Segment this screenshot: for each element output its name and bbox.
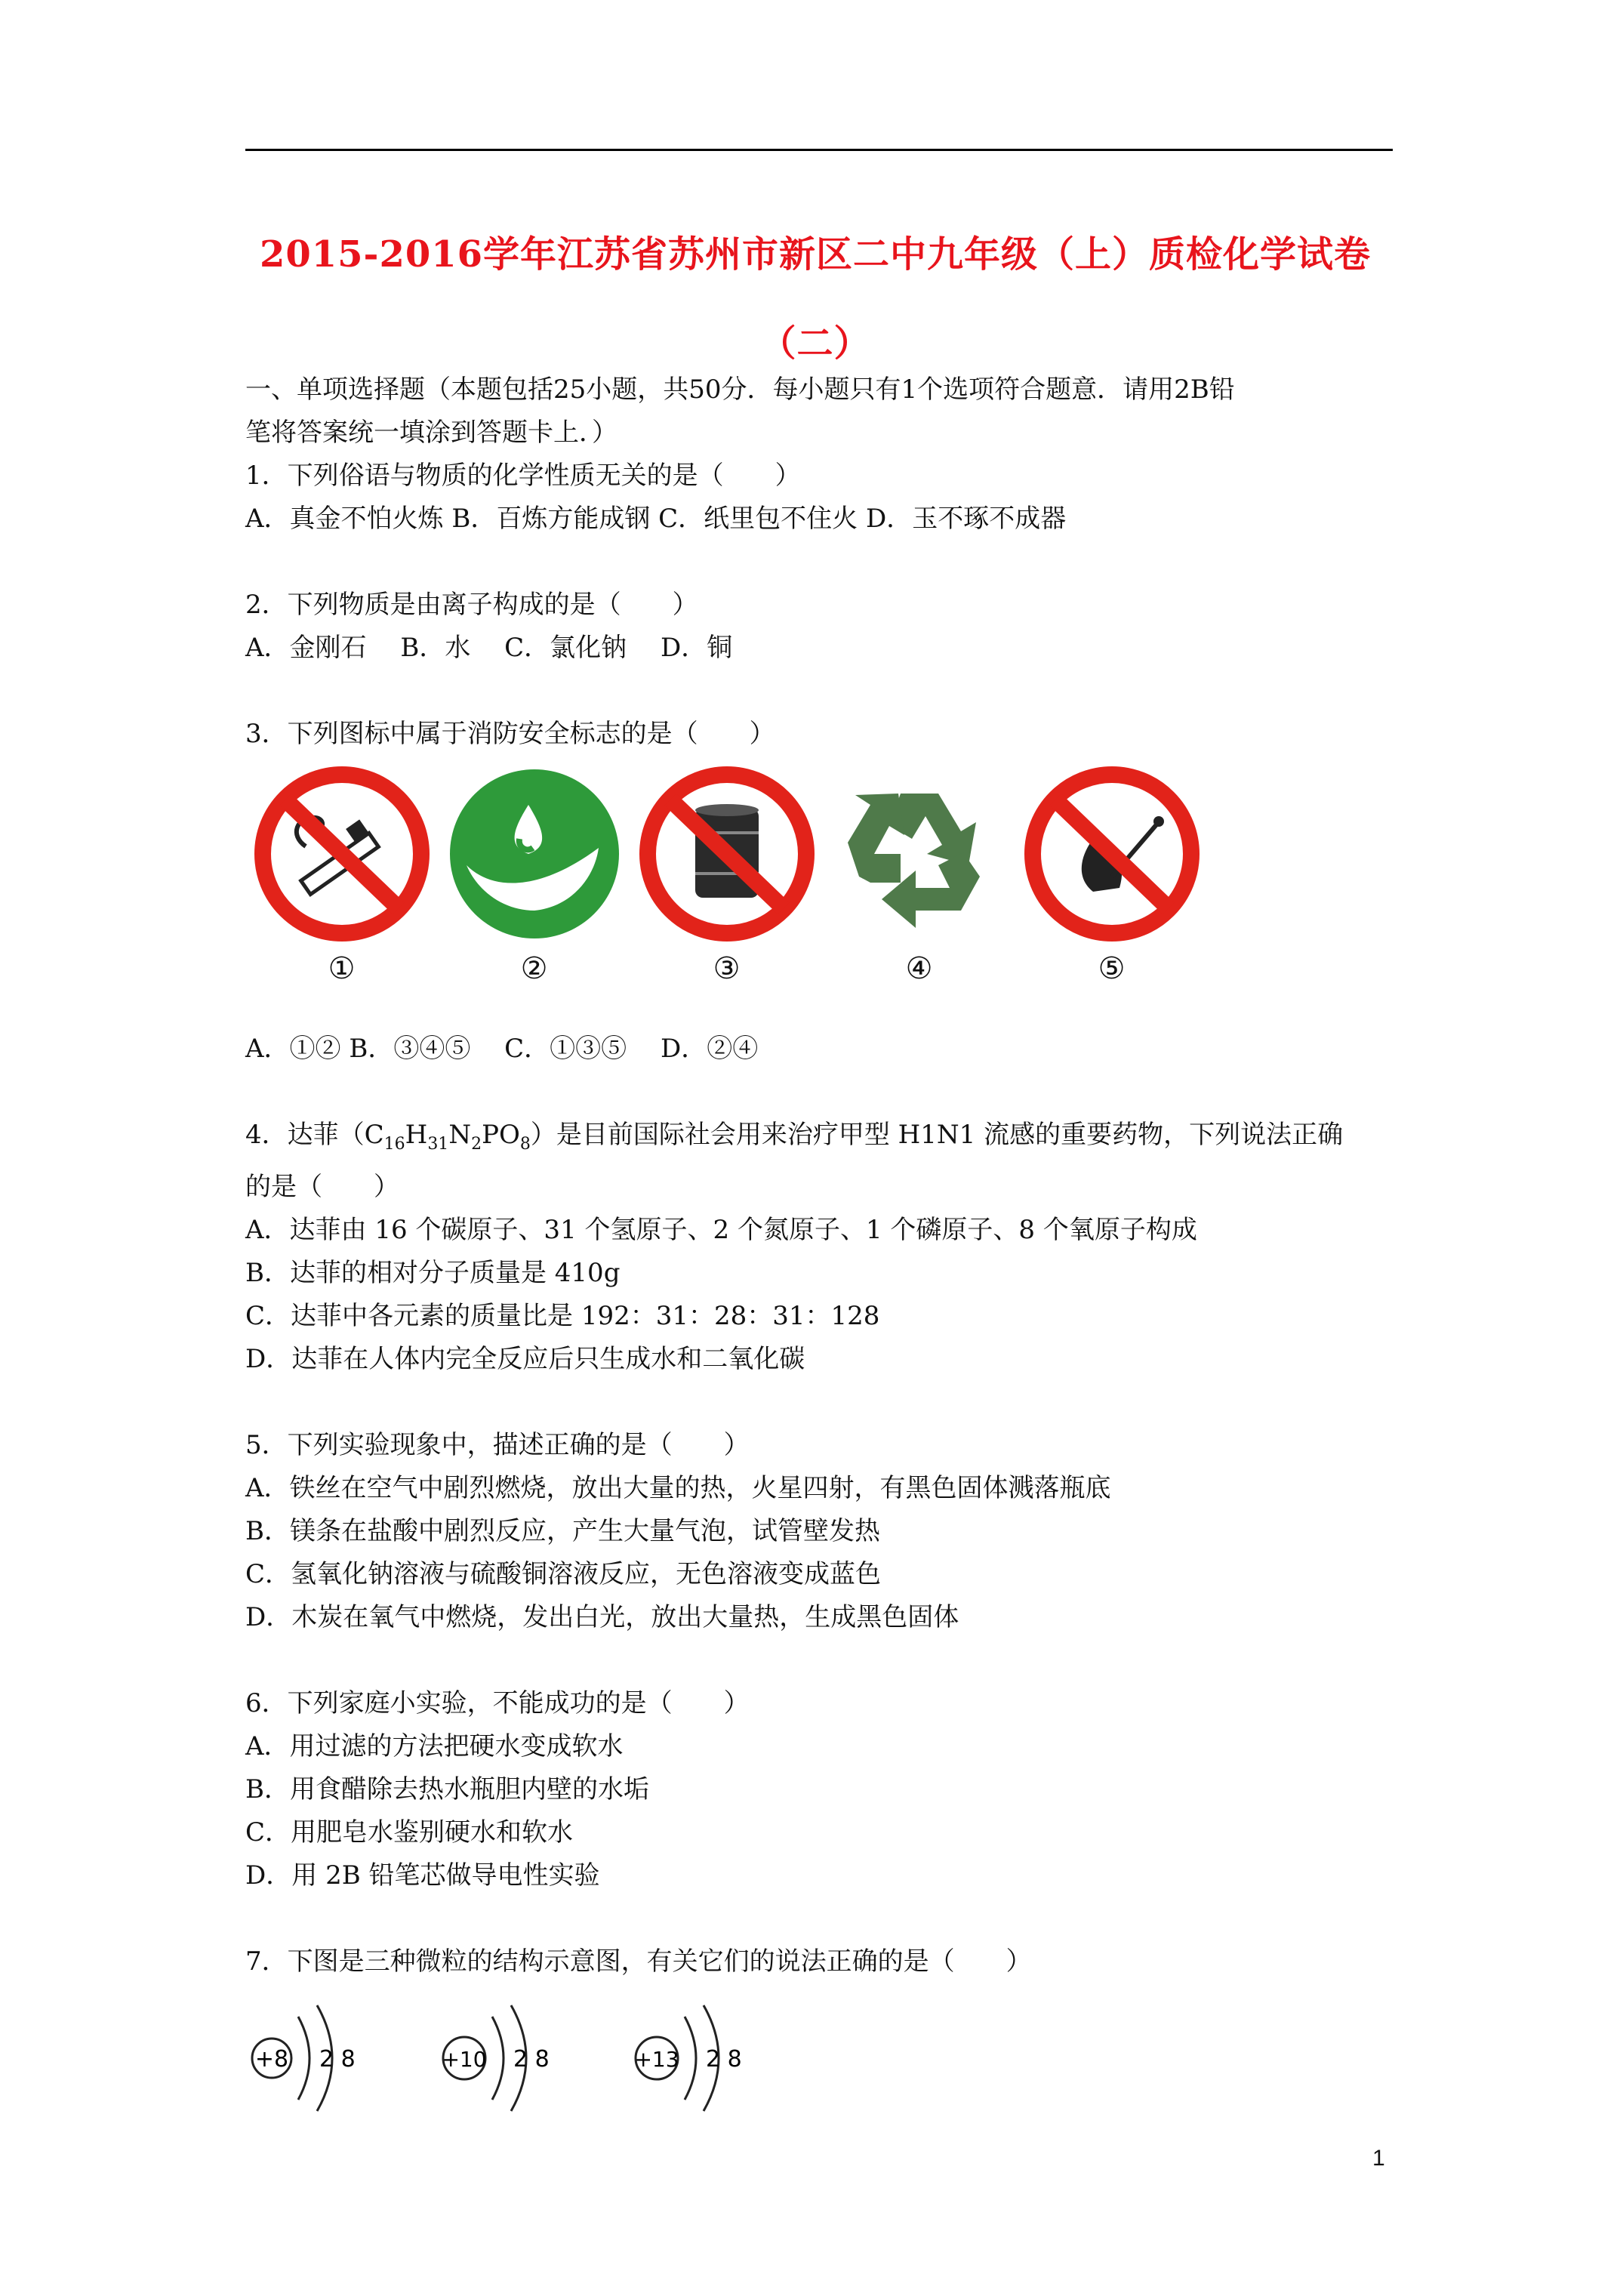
sign-5: [1015, 763, 1208, 990]
q4-stem: 4．达菲$(C_{16}H_{31}N_2PO_8)$是目前国际社会用来治疗甲型 H1N1 流感的重要药物，下列说法正确: [245, 1120, 1344, 1154]
q5-stem: 5．下列实验现象中，描述正确的是（ ）: [245, 1429, 750, 1460]
recycle-icon: [829, 763, 1010, 945]
q7-atom-row: [245, 1986, 1397, 2137]
q5-option-c: C．氢氧化钠溶液与硫酸铜溶液反应，无色溶液变成蓝色: [245, 1558, 882, 1589]
q5-option-a: A．铁丝在空气中剧烈燃烧，放出大量的热，火星四射，有黑色固体溅落瓶底: [245, 1472, 1111, 1503]
q4-option-d: D．达菲在人体内完全反应后只生成水和二氧化碳: [245, 1343, 805, 1374]
q7-stem: 7．下图是三种微粒的结构示意图，有关它们的说法正确的是（ ）: [245, 1946, 1032, 1977]
page-number: 1: [1372, 2146, 1385, 2171]
atom-3-shells: 2 8: [706, 2045, 742, 2073]
atom-diagram-1: [245, 1986, 438, 2137]
sign-label-1: ①: [328, 951, 356, 986]
sign-label-3: ③: [713, 951, 741, 986]
section-heading-line2: 笔将答案统一填涂到答题卡上．）: [245, 418, 617, 448]
q5-option-b: B．镁条在盐酸中剧烈反应，产生大量气泡，试管壁发热: [245, 1515, 880, 1546]
q6-option-d: D．用 2B 铅笔芯做导电性实验: [245, 1860, 600, 1891]
sign-label-4: ④: [905, 951, 933, 986]
sign-4: [823, 763, 1015, 990]
q4-stem-line2: 的是（ ）: [245, 1171, 399, 1202]
sign-label-2: ②: [520, 951, 548, 986]
water-saving-icon: [444, 763, 625, 945]
q4-option-a: A．达菲由 16 个碳原子、31 个氢原子、2 个氮原子、1 个磷原子、8 个氧原子构成: [245, 1214, 1197, 1245]
sign-2: [438, 763, 630, 990]
no-fire-icon: [1021, 763, 1203, 945]
no-smoking-icon: [251, 763, 433, 945]
q4-option-b: B．达菲的相对分子质量是 410g: [245, 1257, 621, 1288]
atom-3-nucleus: +13: [634, 2046, 679, 2072]
atom-1-shells: 2 8: [319, 2045, 356, 2073]
q6-option-c: C．用肥皂水鉴别硬水和软水: [245, 1817, 574, 1848]
sign-3: [630, 763, 823, 990]
q6-stem: 6．下列家庭小实验，不能成功的是（ ）: [245, 1687, 750, 1718]
atom-2-nucleus: +10: [442, 2046, 487, 2072]
q2-options: A．金刚石 B．水 C．氯化钠 D．铜: [245, 633, 733, 663]
atom-2-shells: 2 8: [513, 2045, 550, 2073]
q6-option-b: B．用食醋除去热水瓶胆内壁的水垢: [245, 1774, 649, 1804]
q3-options: A．①② B．③④⑤ C．①③⑤ D．②④: [245, 1034, 759, 1064]
header-rule: [245, 149, 1393, 151]
section-heading-line1: 一、单项选择题（本题包括25小题，共50分．每小题只有1个选项符合题意．请用2B铅: [245, 374, 1235, 405]
no-barrel-icon: [636, 763, 818, 945]
exam-title: 2015-2016学年江苏省苏州市新区二中九年级（上）质检化学试卷（二）: [259, 233, 1372, 365]
sign-1: [245, 763, 438, 990]
atom-1-nucleus: +8: [254, 2045, 289, 2073]
q2-stem: 2．下列物质是由离子构成的是（ ）: [245, 590, 698, 620]
q5-option-d: D．木炭在氧气中燃烧，发出白光，放出大量热，生成黑色固体: [245, 1601, 959, 1632]
q3-stem: 3．下列图标中属于消防安全标志的是（ ）: [245, 719, 775, 749]
q1-options: A．真金不怕火炼 B．百炼方能成钢 C．纸里包不住火 D．玉不琢不成器: [245, 504, 1067, 534]
sign-label-5: ⑤: [1098, 951, 1126, 986]
exam-content: [245, 368, 1397, 2137]
atom-diagram-3: [630, 1986, 823, 2137]
q4-option-c: C．达菲中各元素的质量比是 192：31：28：31：128: [245, 1300, 880, 1331]
q1-stem: 1．下列俗语与物质的化学性质无关的是（ ）: [245, 461, 801, 491]
q6-option-a: A．用过滤的方法把硬水变成软水: [245, 1730, 624, 1761]
q3-sign-row: [245, 763, 1397, 1028]
atom-diagram-2: [438, 1986, 630, 2137]
